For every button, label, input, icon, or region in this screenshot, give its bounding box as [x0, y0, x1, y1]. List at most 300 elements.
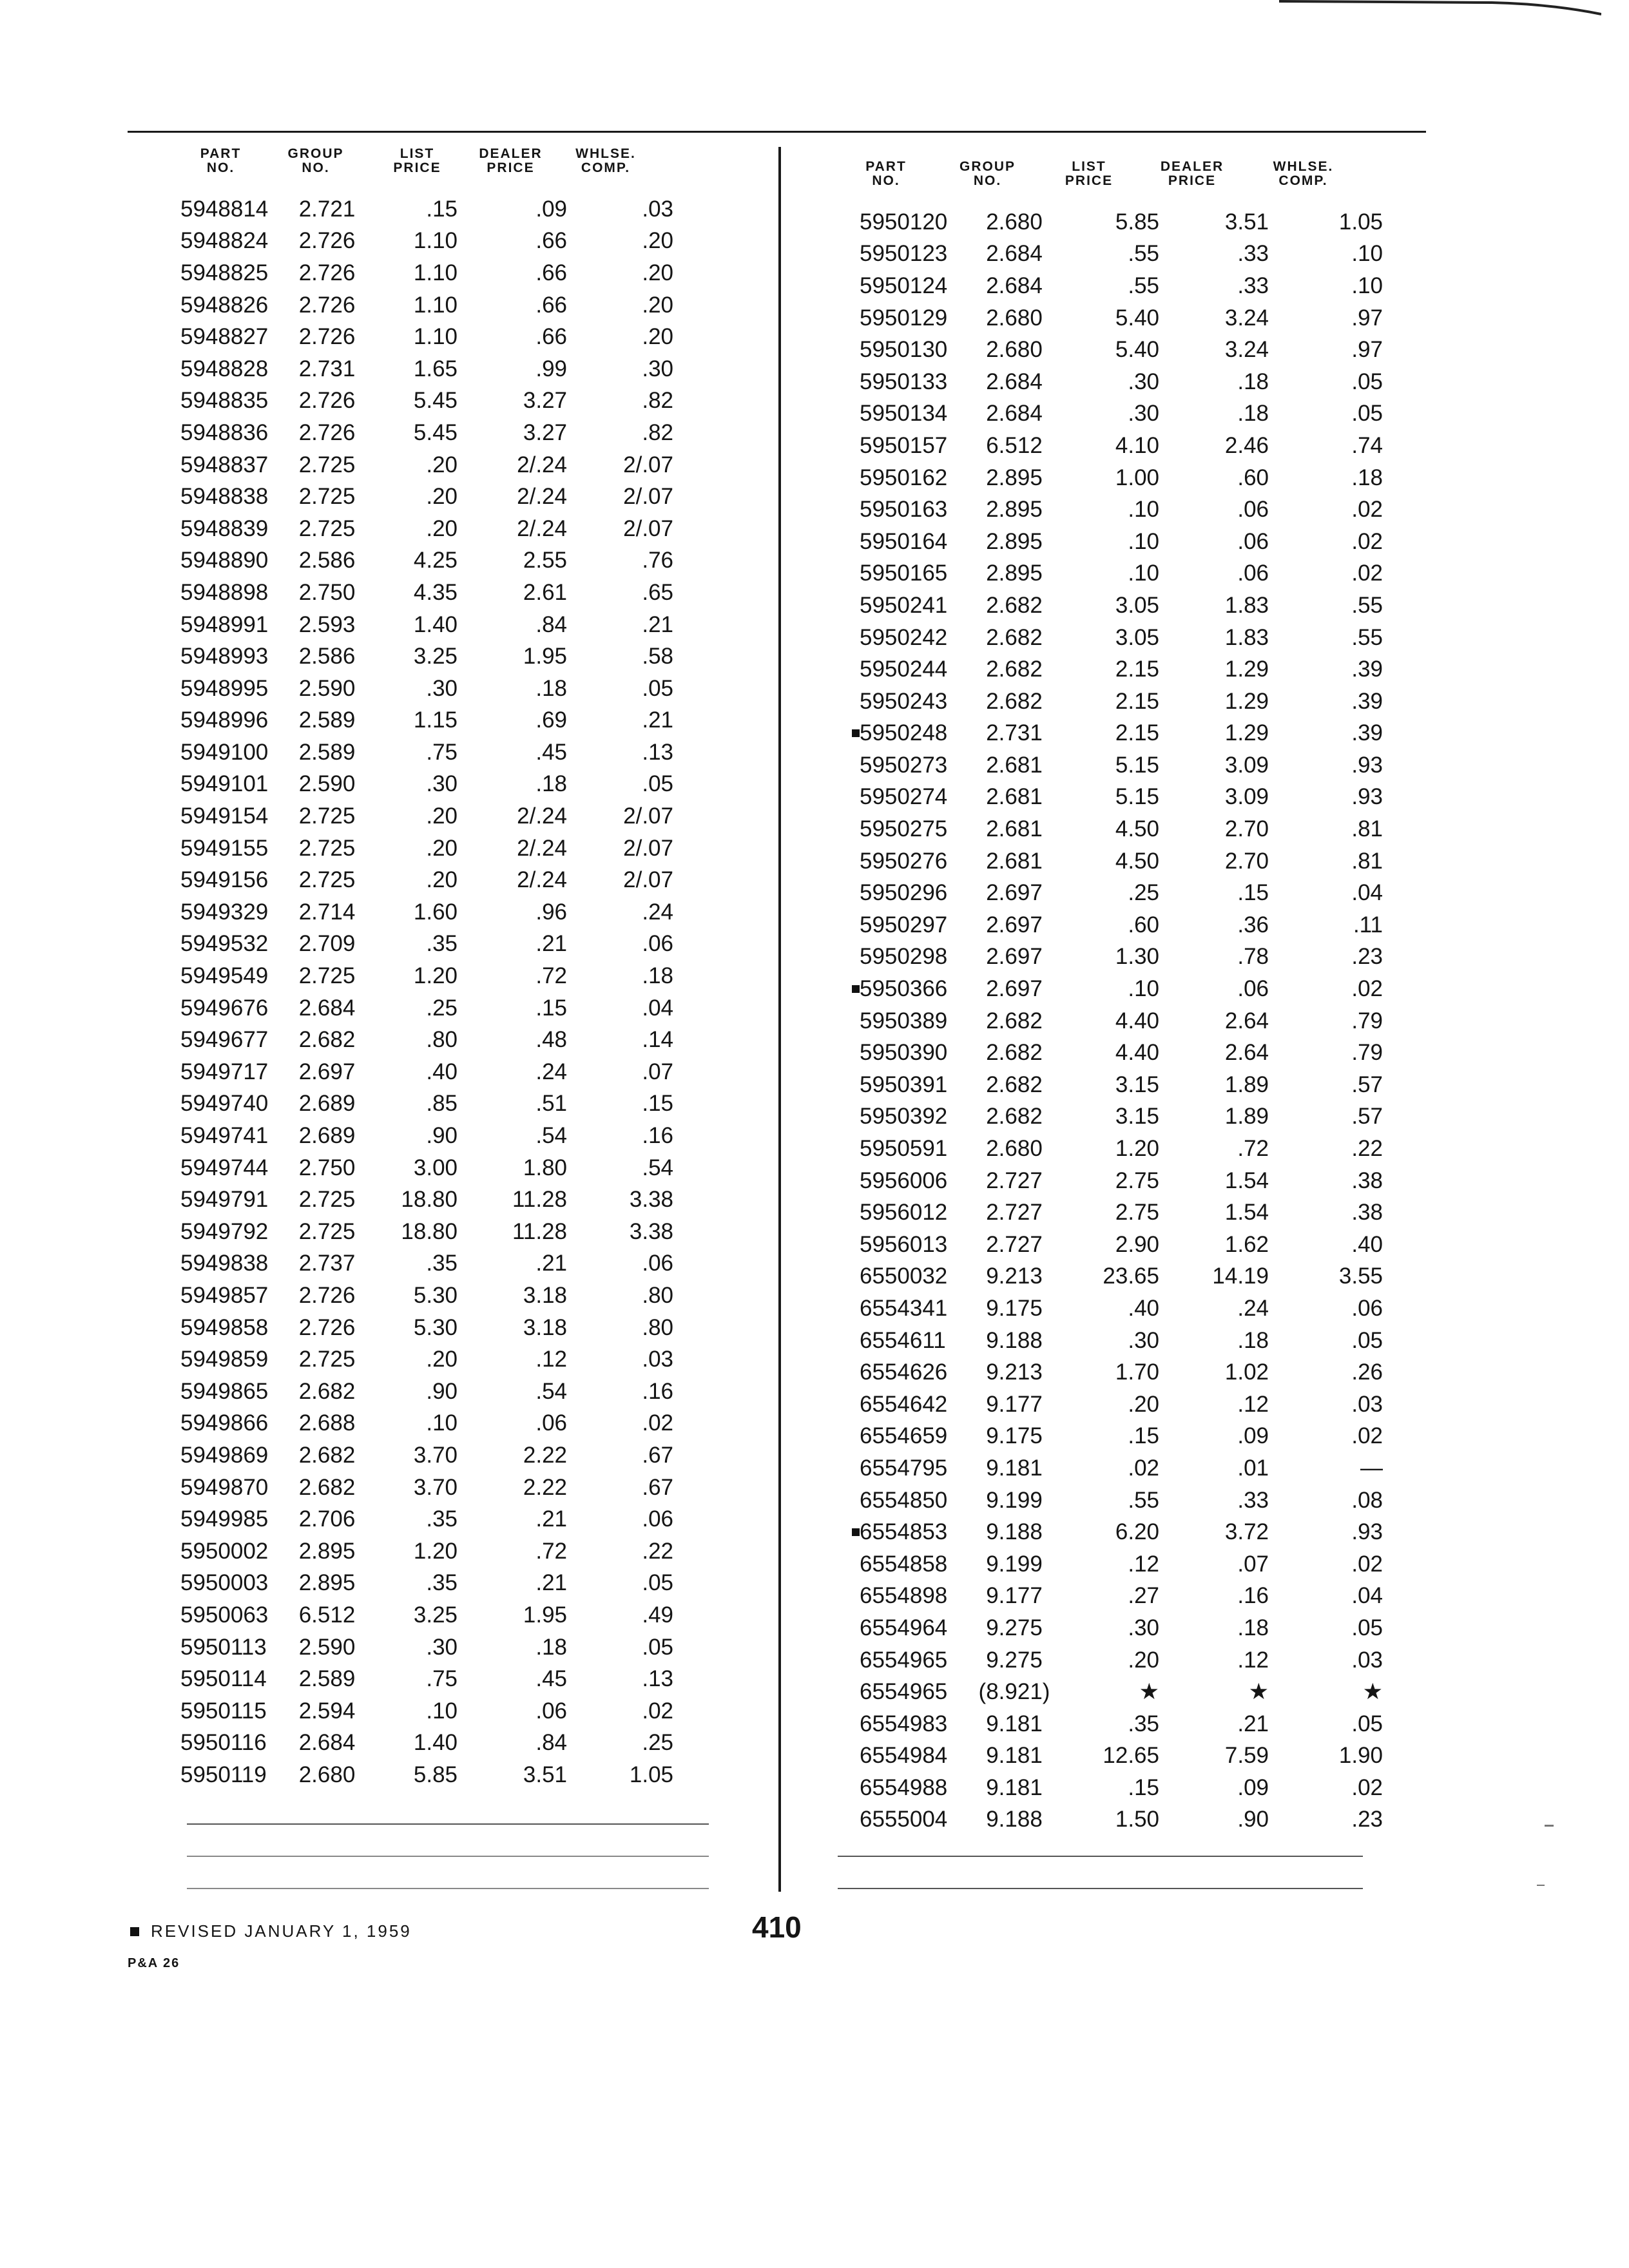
table-row — [838, 1708, 1383, 1740]
part-number-cell-text: 6555004 — [860, 1807, 948, 1832]
list-price-cell — [377, 1410, 458, 1436]
group-number-cell — [277, 1091, 377, 1117]
part-number-cell-text: 5949154 — [180, 803, 269, 829]
group-number-cell — [963, 497, 1066, 523]
table-row — [180, 1727, 673, 1760]
dealer-price-cell-text: 1.83 — [1224, 624, 1269, 650]
group-number-cell-text: 2.682 — [986, 624, 1043, 650]
list-price-cell — [1066, 784, 1159, 810]
list-price-cell — [377, 1315, 458, 1341]
group-number-cell — [277, 803, 377, 829]
list-price-cell — [377, 484, 458, 510]
part-number-cell — [838, 433, 963, 459]
part-number-cell-text: 5950157 — [860, 432, 948, 458]
group-number-cell-text: 2.727 — [986, 1168, 1043, 1193]
part-number-cell — [838, 561, 963, 586]
list-price-cell-text: .90 — [426, 1378, 458, 1404]
list-price-cell — [1066, 529, 1159, 555]
whlse-comp-cell-text: .93 — [1351, 784, 1383, 810]
whlse-comp-cell-text: .06 — [642, 1251, 673, 1276]
dealer-price-cell — [458, 899, 567, 925]
dealer-price-cell-text: .15 — [1237, 880, 1269, 906]
part-number-cell — [180, 1698, 277, 1724]
table-row — [180, 1248, 673, 1280]
dealer-price-cell-text: .18 — [535, 1634, 567, 1660]
group-number-cell — [963, 689, 1066, 715]
dealer-price-cell — [1159, 753, 1269, 778]
whlse-comp-cell — [567, 612, 673, 638]
whlse-comp-cell-text: .22 — [642, 1538, 673, 1564]
form-code: P&A 26 — [128, 1956, 180, 1970]
group-number-cell-text: 2.680 — [986, 305, 1043, 331]
group-number-cell-text: 9.275 — [986, 1647, 1043, 1673]
table-row — [838, 334, 1383, 366]
part-number-cell-text: 5949100 — [180, 739, 269, 765]
list-price-cell-text: .15 — [426, 196, 458, 222]
group-number-cell — [963, 529, 1066, 555]
part-number-cell-text: 5950063 — [180, 1602, 269, 1628]
dealer-price-cell — [1159, 1168, 1269, 1194]
part-number-cell-text: 5950114 — [180, 1666, 267, 1692]
part-number-cell-text: 5948828 — [180, 356, 269, 381]
dealer-price-cell — [1159, 241, 1269, 267]
whlse-comp-cell — [567, 580, 673, 606]
group-number-cell-text: 9.199 — [986, 1551, 1043, 1577]
list-price-cell-text: .27 — [1128, 1583, 1159, 1609]
group-number-cell — [963, 912, 1066, 938]
part-number-cell-text: 5949744 — [180, 1155, 269, 1180]
list-price-cell-text: 2.15 — [1115, 720, 1159, 746]
group-number-cell — [963, 1264, 1066, 1289]
group-number-cell — [963, 816, 1066, 842]
table-row — [180, 1503, 673, 1535]
group-number-cell — [277, 1315, 377, 1341]
table-row — [838, 590, 1383, 622]
table-row — [838, 302, 1383, 334]
group-number-cell — [963, 1328, 1066, 1354]
part-number-cell-text: 5950241 — [860, 592, 948, 618]
group-number-cell-text: 2.684 — [986, 241, 1043, 267]
whlse-comp-cell — [1269, 209, 1383, 235]
dealer-price-cell — [1159, 1743, 1269, 1769]
whlse-comp-cell-text: .02 — [1351, 528, 1383, 554]
whlse-comp-cell-text: .55 — [1351, 624, 1383, 650]
whlse-comp-cell-text: 2/.07 — [623, 484, 673, 510]
dealer-price-cell — [458, 260, 567, 286]
table-row — [180, 1056, 673, 1088]
part-number-cell-text: 5949741 — [180, 1123, 269, 1149]
list-price-cell-text: 1.50 — [1115, 1807, 1159, 1832]
list-price-cell — [377, 1219, 458, 1245]
table-row — [180, 1088, 673, 1120]
part-number-cell — [180, 931, 277, 957]
table-row — [838, 782, 1383, 814]
group-number-cell — [277, 1347, 377, 1372]
group-number-cell-text: 2.697 — [986, 944, 1043, 970]
part-number-cell — [838, 1040, 963, 1066]
whlse-comp-cell-text: .97 — [1351, 305, 1383, 331]
list-price-cell-text: .20 — [426, 515, 458, 541]
dealer-price-cell — [1159, 209, 1269, 235]
list-price-cell — [1066, 689, 1159, 715]
group-number-cell-text: 6.512 — [986, 432, 1043, 458]
group-number-cell-text: 2.586 — [298, 548, 356, 573]
whlse-comp-cell — [567, 388, 673, 414]
dealer-price-cell-text: .12 — [535, 1347, 567, 1372]
part-number-cell-text: 5948837 — [180, 452, 269, 477]
whlse-comp-cell — [567, 963, 673, 989]
list-price-cell-text: .30 — [1128, 401, 1159, 427]
part-number-cell-text: 5948996 — [180, 707, 269, 733]
left-table-body — [180, 193, 673, 1791]
part-number-cell-text: 5949865 — [180, 1378, 269, 1404]
group-number-cell — [277, 740, 377, 765]
group-number-cell — [277, 1730, 377, 1756]
dealer-price-cell — [458, 1347, 567, 1372]
part-number-cell-text: 6554642 — [860, 1391, 948, 1417]
dealer-price-cell-text: 2/.24 — [517, 867, 567, 893]
whlse-comp-cell-text: .10 — [1351, 273, 1383, 298]
whlse-comp-cell-text: .40 — [1351, 1231, 1383, 1257]
whlse-comp-cell-text: 2/.07 — [623, 803, 673, 829]
group-number-cell-text: 9.177 — [986, 1583, 1043, 1609]
table-row — [180, 1472, 673, 1504]
part-number-cell-text: 5950162 — [860, 465, 948, 490]
group-number-cell — [963, 880, 1066, 906]
whlse-comp-cell-text: .05 — [1351, 1615, 1383, 1640]
whlse-comp-cell-text: .02 — [642, 1698, 673, 1724]
list-price-cell-text: .10 — [1128, 528, 1159, 554]
list-price-cell — [377, 293, 458, 318]
group-number-cell — [963, 1072, 1066, 1098]
part-number-cell-text: 5949329 — [180, 899, 269, 925]
left-price-table — [180, 147, 673, 1791]
group-number-cell — [963, 1743, 1066, 1769]
table-row — [180, 449, 673, 481]
list-price-cell-text: .20 — [426, 1347, 458, 1372]
whlse-comp-cell — [567, 707, 673, 733]
revised-square-icon — [852, 729, 860, 737]
dealer-price-cell — [458, 836, 567, 861]
whlse-comp-cell — [1269, 816, 1383, 842]
list-price-cell-text: 5.30 — [413, 1314, 458, 1340]
whlse-comp-cell — [567, 1027, 673, 1053]
part-number-cell-text: 5950298 — [860, 944, 948, 970]
dealer-price-cell — [1159, 944, 1269, 970]
group-number-cell — [963, 1200, 1066, 1225]
list-price-cell — [1066, 849, 1159, 874]
list-price-cell — [1066, 1488, 1159, 1514]
part-number-cell-text: 5950133 — [860, 369, 948, 394]
dealer-price-cell — [1159, 625, 1269, 651]
part-number-cell — [180, 1091, 277, 1117]
list-price-cell-text: 3.00 — [413, 1155, 458, 1180]
part-number-cell — [838, 1328, 963, 1354]
part-number-cell — [180, 324, 277, 350]
whlse-comp-cell — [567, 771, 673, 797]
part-number-cell — [838, 1615, 963, 1641]
header-group-no: GROUP NO. — [959, 159, 1016, 188]
part-number-cell-text: 5950243 — [860, 688, 948, 714]
dealer-price-cell — [1159, 1104, 1269, 1129]
group-number-cell — [963, 657, 1066, 682]
part-number-cell — [180, 1347, 277, 1372]
whlse-comp-cell — [1269, 305, 1383, 331]
list-price-cell — [377, 1155, 458, 1181]
whlse-comp-cell — [1269, 1168, 1383, 1194]
whlse-comp-cell-text: .05 — [1351, 1327, 1383, 1353]
dealer-price-cell-text: 3.51 — [523, 1762, 567, 1787]
group-number-cell-text: 2.682 — [986, 1008, 1043, 1033]
list-price-cell-text: 1.70 — [1115, 1360, 1159, 1385]
whlse-comp-cell-text: .02 — [1351, 1423, 1383, 1449]
whlse-comp-cell — [1269, 1104, 1383, 1129]
dealer-price-cell — [458, 1410, 567, 1436]
whlse-comp-cell-text: .21 — [642, 611, 673, 637]
blank-rule — [838, 1856, 1363, 1857]
list-price-cell-text: 5.15 — [1115, 784, 1159, 810]
group-number-cell — [963, 849, 1066, 874]
part-number-cell-text: 5950130 — [860, 337, 948, 363]
part-number-cell — [838, 912, 963, 938]
list-price-cell-text: 1.40 — [413, 611, 458, 637]
list-price-cell — [1066, 1456, 1159, 1481]
whlse-comp-cell-text: 1.05 — [1338, 209, 1383, 235]
list-price-cell — [1066, 1423, 1159, 1449]
list-price-cell — [377, 388, 458, 414]
dealer-price-cell — [458, 1698, 567, 1724]
dealer-price-cell — [458, 931, 567, 957]
dealer-price-cell — [458, 803, 567, 829]
whlse-comp-cell-text: .07 — [642, 1059, 673, 1084]
whlse-comp-cell — [1269, 337, 1383, 363]
table-row — [838, 1548, 1383, 1581]
table-row — [180, 1408, 673, 1440]
dealer-price-cell — [1159, 1008, 1269, 1034]
dealer-price-cell-text: .36 — [1237, 912, 1269, 937]
dealer-price-cell — [458, 1602, 567, 1628]
table-row — [838, 909, 1383, 941]
group-number-cell — [963, 1807, 1066, 1832]
list-price-cell-text: 1.10 — [413, 260, 458, 285]
whlse-comp-cell — [567, 1443, 673, 1468]
group-number-cell — [963, 305, 1066, 331]
table-row — [838, 1101, 1383, 1133]
whlse-comp-cell — [1269, 753, 1383, 778]
list-price-cell — [1066, 1775, 1159, 1801]
table-row — [180, 321, 673, 353]
part-number-cell — [180, 1219, 277, 1245]
part-number-cell-text: 5950275 — [860, 816, 948, 842]
list-price-cell — [377, 1698, 458, 1724]
whlse-comp-cell-text: .05 — [1351, 1711, 1383, 1736]
group-number-cell — [963, 1775, 1066, 1801]
dealer-price-cell-text: .33 — [1237, 273, 1269, 298]
dealer-price-cell — [1159, 1456, 1269, 1481]
part-number-cell — [180, 1123, 277, 1149]
list-price-cell-text: .30 — [426, 771, 458, 797]
table-row — [180, 1439, 673, 1472]
list-price-cell — [377, 931, 458, 957]
table-row — [838, 558, 1383, 590]
group-number-cell-text: 2.586 — [298, 644, 356, 669]
group-number-cell — [963, 720, 1066, 746]
whlse-comp-cell-text: .79 — [1351, 1008, 1383, 1033]
whlse-comp-cell — [567, 1059, 673, 1085]
group-number-cell — [277, 1539, 377, 1564]
group-number-cell-text: 2.680 — [986, 209, 1043, 235]
whlse-comp-cell-text: .05 — [642, 1570, 673, 1596]
group-number-cell — [963, 1456, 1066, 1481]
group-number-cell-text: 2.725 — [298, 452, 356, 477]
part-number-cell-text: 5950273 — [860, 752, 948, 778]
revised-note-text: REVISED JANUARY 1, 1959 — [151, 1921, 412, 1941]
table-row — [838, 1293, 1383, 1325]
dealer-price-cell-text: 1.29 — [1224, 688, 1269, 714]
dealer-price-cell — [458, 548, 567, 573]
group-number-cell-text: 2.689 — [298, 1091, 356, 1117]
whlse-comp-cell — [1269, 1488, 1383, 1514]
list-price-cell-text: 18.80 — [401, 1187, 458, 1213]
table-row — [838, 813, 1383, 845]
part-number-cell — [838, 1743, 963, 1769]
group-number-cell-text: 2.697 — [986, 880, 1043, 906]
whlse-comp-cell — [1269, 720, 1383, 746]
table-row — [838, 1612, 1383, 1644]
group-number-cell — [963, 1104, 1066, 1129]
group-number-cell-text: 2.726 — [298, 1314, 356, 1340]
dealer-price-cell — [1159, 689, 1269, 715]
part-number-cell — [180, 1475, 277, 1501]
list-price-cell-text: 4.25 — [413, 548, 458, 573]
dealer-price-cell-text: .96 — [535, 899, 567, 925]
list-price-cell-text: 5.85 — [413, 1762, 458, 1787]
list-price-cell-text: .40 — [1128, 1295, 1159, 1321]
group-number-cell — [963, 433, 1066, 459]
whlse-comp-cell — [1269, 1648, 1383, 1673]
dealer-price-cell-text: .72 — [1237, 1136, 1269, 1162]
whlse-comp-cell-text: 3.38 — [629, 1218, 673, 1244]
dealer-price-cell-text: .18 — [535, 771, 567, 797]
group-number-cell — [277, 260, 377, 286]
group-number-cell-text: 2.684 — [298, 1730, 356, 1756]
dealer-price-cell — [458, 1155, 567, 1181]
whlse-comp-cell-text: .14 — [642, 1027, 673, 1053]
list-price-cell-text: 6.20 — [1115, 1519, 1159, 1545]
dealer-price-cell-text: 1.54 — [1224, 1200, 1269, 1225]
list-price-cell — [1066, 497, 1159, 523]
table-row — [838, 206, 1383, 238]
list-price-cell — [377, 452, 458, 478]
dealer-price-cell-text: .06 — [1237, 976, 1269, 1002]
part-number-cell — [838, 1775, 963, 1801]
part-number-cell — [180, 771, 277, 797]
whlse-comp-cell — [567, 1410, 673, 1436]
dealer-price-cell-text: 11.28 — [512, 1187, 567, 1213]
table-row — [838, 1581, 1383, 1613]
whlse-comp-cell-text: .81 — [1351, 816, 1383, 842]
whlse-comp-cell-text: 2/.07 — [623, 452, 673, 477]
group-number-cell-text: 2.726 — [298, 388, 356, 414]
whlse-comp-cell — [1269, 561, 1383, 586]
list-price-cell-text: .75 — [426, 739, 458, 765]
dealer-price-cell-text: 2/.24 — [517, 515, 567, 541]
whlse-comp-cell — [1269, 1392, 1383, 1418]
list-price-cell-text: .90 — [426, 1123, 458, 1149]
part-number-cell-text: 5948825 — [180, 260, 269, 285]
list-price-cell-text: .30 — [426, 1634, 458, 1660]
table-row — [838, 1196, 1383, 1229]
table-row — [838, 1452, 1383, 1485]
dealer-price-cell — [458, 388, 567, 414]
list-price-cell — [377, 1635, 458, 1660]
list-price-cell-text: ★ — [1139, 1679, 1159, 1705]
blank-rule — [187, 1823, 709, 1825]
group-number-cell-text: 9.188 — [986, 1519, 1043, 1545]
list-price-cell — [377, 1187, 458, 1213]
list-price-cell-text: 2.90 — [1115, 1231, 1159, 1257]
whlse-comp-cell — [567, 836, 673, 861]
part-number-cell — [180, 516, 277, 542]
page-number: 410 — [752, 1910, 802, 1944]
list-price-cell — [377, 1570, 458, 1596]
dealer-price-cell-text: .18 — [1237, 369, 1269, 394]
list-price-cell — [377, 676, 458, 702]
group-number-cell — [963, 465, 1066, 491]
table-row — [180, 769, 673, 801]
list-price-cell-text: .10 — [426, 1410, 458, 1436]
list-price-cell-text: 1.10 — [413, 228, 458, 254]
whlse-comp-cell-text: .02 — [1351, 561, 1383, 586]
list-price-cell — [1066, 1552, 1159, 1577]
dealer-price-cell — [1159, 1615, 1269, 1641]
blank-rule — [187, 1856, 709, 1857]
table-row — [180, 545, 673, 577]
group-number-cell — [963, 1679, 1066, 1705]
dealer-price-cell — [458, 1123, 567, 1149]
list-price-cell — [1066, 209, 1159, 235]
list-price-cell-text: .35 — [1128, 1711, 1159, 1736]
group-number-cell-text: 9.181 — [986, 1711, 1043, 1736]
group-number-cell — [277, 1059, 377, 1085]
part-number-cell-text: 5950123 — [860, 241, 948, 267]
list-price-cell — [1066, 1008, 1159, 1034]
part-number-cell — [838, 1296, 963, 1321]
group-number-cell — [277, 1410, 377, 1436]
left-table-header — [180, 147, 673, 193]
table-row — [838, 1005, 1383, 1037]
table-row — [180, 1759, 673, 1791]
part-number-cell — [838, 273, 963, 299]
part-number-cell-text: 5948835 — [180, 388, 269, 414]
whlse-comp-cell-text: .22 — [1351, 1136, 1383, 1162]
group-number-cell — [963, 593, 1066, 619]
whlse-comp-cell-text: .16 — [642, 1378, 673, 1404]
part-number-cell — [180, 707, 277, 733]
list-price-cell-text: .20 — [426, 867, 458, 893]
whlse-comp-cell — [567, 1602, 673, 1628]
group-number-cell — [277, 1443, 377, 1468]
dealer-price-cell — [458, 1187, 567, 1213]
group-number-cell — [963, 1423, 1066, 1449]
whlse-comp-cell-text: .04 — [1351, 880, 1383, 906]
part-number-cell-text: 5949676 — [180, 995, 269, 1021]
dealer-price-cell-text: .01 — [1237, 1455, 1269, 1481]
dealer-price-cell — [1159, 657, 1269, 682]
group-number-cell-text: 2.725 — [298, 484, 356, 510]
dealer-price-cell — [1159, 1775, 1269, 1801]
list-price-cell — [377, 836, 458, 861]
